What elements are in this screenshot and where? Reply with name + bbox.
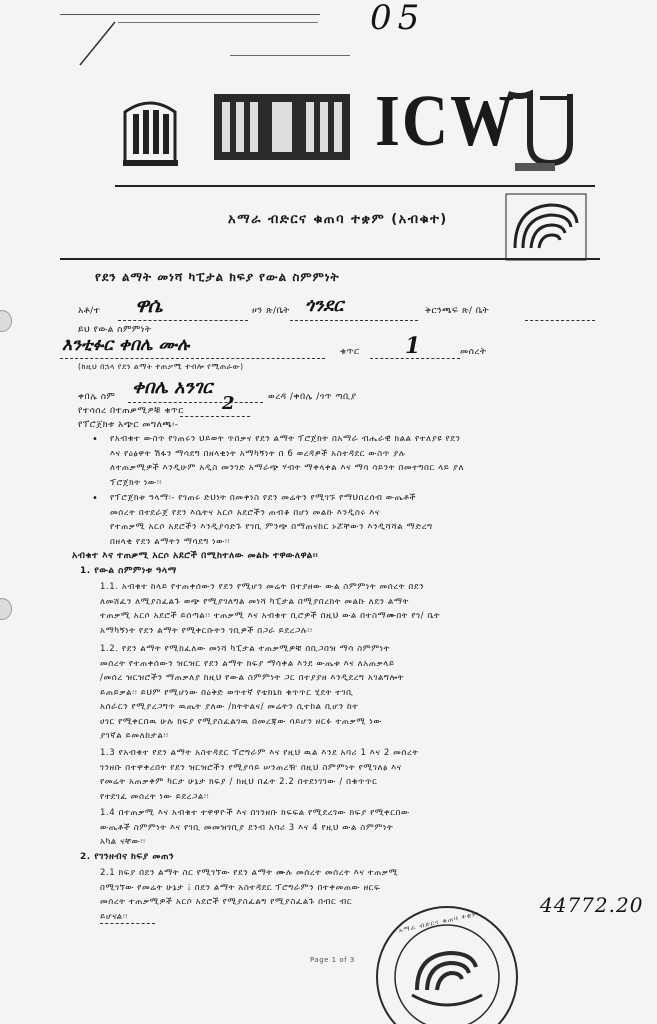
- text-line: ገንዘቡ በተዋቀረበት የደን ዝርዝሮችን የሚያሳይ ሠንጠረዥ በዚህ ስምምነት የሚገለፅ እና: [100, 762, 402, 773]
- text-line: ተጠቃሚ አርሶ አደሮች ይሰጣል፡፡ ተጠቃሚ እና አብቁተ ቢሮዎች በዚህ ውል በተስማሙበት የገ/ ቤት: [100, 611, 441, 621]
- underline: [100, 923, 155, 924]
- seal-text: አማራ ብድርና ቁጠባ ተቋም: [397, 909, 480, 935]
- text-line: በዘላቂ የደን ልማትን ማሳደግ ነው፡፡: [110, 536, 231, 547]
- agreement-intro: አብቁተ እና ተጠቃሚ አርሶ አደሮች በሚከተለው መልኩ ተዋውለዋል፡፡: [72, 551, 319, 561]
- underline: [128, 402, 263, 403]
- underline: [290, 320, 418, 321]
- form-title: የደን ልማት መነሻ ካፒታል ክፍያ የውል ስምምነት: [95, 270, 340, 284]
- bullet-dot: •: [92, 434, 98, 445]
- text-line: 1.3 የአብቁተ የደን ልማት አስተዳደር ፕሮግራም እና የዚህ ዉል እንደ አባሪ 1 እና 2 መሰረት: [100, 748, 419, 758]
- bullet-2: [110, 491, 610, 549]
- ethiopian-flag-emblem-icon: [115, 92, 185, 172]
- label-agreement: ይህ የውል ስምምነት: [78, 325, 152, 335]
- text-line: ለተጠቃሚዎች እንዲሁም አዲስ መንገድ አማራጭ ሃብት ማቀላቀል እና ማሳ ሳይንት በመተግበር ላይ ያለ: [110, 463, 465, 473]
- underline: [60, 358, 325, 359]
- underline: [370, 358, 460, 359]
- item-1-3: [100, 746, 610, 804]
- punch-hole: [0, 598, 12, 620]
- label-members: የተሳሰረ በተጠቃሚዎቹ ቁጥር: [78, 406, 184, 416]
- text-line: ይጠይቃል፡፡ ይህም የሚሆነው በዕቅድ ወጥተኛ የቴክኒክ ቁጥጥር ሂደት ተገቢ: [100, 687, 354, 698]
- item-1-2: [100, 642, 610, 744]
- text-line: አካል ናቸው፡፡: [100, 837, 146, 847]
- text-line: ለመሸፈን ለሚያስፈልጉ ወጭ የሚያገለግል መነሻ ካፒታል በሚያበረክት መልኩ ለደን ልማት: [100, 596, 409, 607]
- text-line: እና የዕፅዋት ሽፋን ማሳደግ በዘላቂነት አማካኝነት በ 6 ወረዳዎች አስተዳደር ውስጥ ያሉ: [110, 448, 406, 459]
- value-number[interactable]: 1: [405, 333, 421, 359]
- bullet-dot: •: [92, 493, 98, 504]
- label-basis: መሰረት: [460, 347, 487, 357]
- item-1-1: [100, 580, 610, 638]
- icw-logo: ICW: [375, 79, 517, 162]
- text-line: መሰረት በተደራጀ የደን እሴትና አርሶ አደሮችን ጠብቆ በሆነ መልኩ እንዲሰሩ እና: [110, 507, 380, 518]
- top-scan-line: [60, 14, 320, 15]
- bullet-1: [110, 432, 610, 490]
- value-members[interactable]: 2: [222, 393, 235, 414]
- text-line: /መሰረ ዝርዝሮችን ማጠቃለያ ከዚህ የውል ስምምነት ጋር በተያያዘ እንዲደረግ አገልግሎት: [100, 673, 405, 683]
- value-name[interactable]: ዋሴ: [135, 293, 163, 317]
- amount-value[interactable]: 44772.20: [540, 893, 644, 917]
- top-note: 05: [370, 0, 426, 38]
- text-line: 1.4 በተጠቃሚ እና አብቁተ ተዋዋዮች እና በገንዘቡ ክፍፍል የሚደረገው ክፍያ የሚቀርበው: [100, 808, 410, 818]
- swirl-logo-icon: [500, 88, 580, 178]
- value-zone[interactable]: ጎንደር: [305, 295, 344, 316]
- label-number: ቁጥር: [340, 347, 360, 357]
- label-kebele: ቀበሌ ስም: [78, 392, 116, 402]
- header-rule-bottom: [60, 258, 600, 260]
- org-title: አማራ ብድርና ቁጠባ ተቋም (አብቁተ): [228, 212, 448, 227]
- text-line: ውጤቶች ስምምነት እና የገቢ መመዝገቢያ ደንብ አባሪ 3 እና 4 የዚህ ውል ስምምነት: [100, 822, 394, 833]
- text-line: ሀገር የሚቀርበዉ ሁሉ ክፍያ የሚያስፈልገዉ በመረጃው ሳይሆን ዘርፉ ተጠቃሚ ነው: [100, 716, 383, 727]
- text-line: የመሬት አጠቃቀም ካርታ ሁኔታ ክፍያ / ከዚህ በፊት 2.2 በተደነገገው / በቁጥጥር: [100, 777, 378, 787]
- text-line: መሰረት የተጠቀሰውን ዝርዝር የደን ልማት ክፍያ ማሳቀል እንደ ውጤቱ እና ለአጠቃላይ: [100, 658, 395, 669]
- text-line: 1.1. አብቁተ ከላይ የተጠቀሰውን የደን የሚሆን መሬት በተያዘው ውል ስምምነት መሰረት በደን: [100, 582, 425, 592]
- header-rule-top: [115, 185, 595, 187]
- text-line: አማካኝነት የደን ልማት የሚቀርቡትን ገቢዎች በጋራ ይደረጋሉ፡፡: [100, 625, 313, 636]
- text-line: መሰረት ተጠቃሚዎች አርሶ አደሮች የሚያስፈልግ የሚያስፈልጉ በብር ብር: [100, 897, 353, 907]
- text-line: የፕሮጀክቱ ዓላማ፡- የገጠሩ ድህነት በመቀነስ የደን መሬትን የሚገኙ የማህበረሰብ ውጤቶች: [110, 493, 417, 503]
- text-line: 1.2. የደን ልማት የሚከፈለው መነሻ ካፒታል ተጠቃሚዎቹ በቢጋበዝ ማሳ ስምምነት: [100, 644, 391, 654]
- text-line: የአብቁተ ውስጥ የገጠሩን ህይወት ጥበቃና የደን ልማት ፕሮጀክት በአማራ ብሔራዊ ክልል የተለያዩ የደን: [110, 434, 461, 444]
- text-line: የተጠቃሚ አርሶ አደሮችን እንዲያሳድጉ የገቢ ምንጭ በማጠናከር ኑሯቸውን እንዲሻሻል ማድረግ: [110, 522, 433, 532]
- punch-hole: [0, 310, 12, 332]
- label-zone: ዞን ጽ/ቤት: [252, 306, 290, 316]
- underline: [180, 416, 250, 417]
- section-1-title: 1. የውል ስምምነቱ ዓላማ: [80, 566, 177, 576]
- label-name: አቶ/ተ: [78, 306, 101, 316]
- text-line: የተደገፈ መሰረት ነው ይደረጋል፡፡: [100, 791, 210, 802]
- slash-mark: [70, 20, 120, 70]
- value-kebele[interactable]: ቀበሌ አንገር: [132, 377, 213, 398]
- text-line: ያገኛል ይመለከታል፡፡: [100, 731, 169, 741]
- underline: [525, 320, 595, 321]
- note-beneficiary: (ከዚህ በኋላ የደን ልማት ተጠቃሚ ተብሎ የሚጠራው): [78, 362, 244, 371]
- label-project-summary: የፕሮጀክቱ አጭር መግለጫ፡-: [78, 420, 179, 430]
- item-1-4: [100, 806, 610, 850]
- text-line: ፕሮጀክት ነው፡፡: [110, 477, 162, 488]
- underline: [118, 320, 248, 321]
- label-branch: ቅርንጫፍ ጽ/ ቤት: [425, 306, 490, 316]
- label-woreda: ወረዳ /ቀበሌ /ጎጥ ጣቢያ: [268, 392, 357, 402]
- text-line: አሰራርን የሚያረጋግጥ ዉጤት ያለው /ክትትልና/ መሬትን ሲተከል ቢሆን ከተ: [100, 702, 359, 712]
- text-line: ይሆናል፡፡: [100, 911, 128, 922]
- text-line: 2.1 ክፍያ በደን ልማት ስር የሚገኘው የደን ልማት ሙሉ መሰረት መሰረት እና ተጠቃሚ: [100, 868, 399, 878]
- section-2-title: 2. የገንዘብና ክፍያ መጠን: [80, 852, 175, 862]
- text-line: በሚገኘው የመሬት ሁኔታ ፤ በደን ልማት አስተዳደር ፕሮግራምን በተቀመጠው ዘርፍ: [100, 882, 381, 893]
- top-scan-line-3: [230, 55, 350, 56]
- value-beneficiary[interactable]: እንቲፉር ቀበሌ ሙሉ: [62, 335, 190, 355]
- top-scan-line-2: [118, 22, 318, 23]
- building-emblem-icon: [212, 92, 352, 162]
- page-footer: Page 1 of 3: [310, 956, 355, 964]
- amhara-credit-logo-icon: [505, 193, 587, 261]
